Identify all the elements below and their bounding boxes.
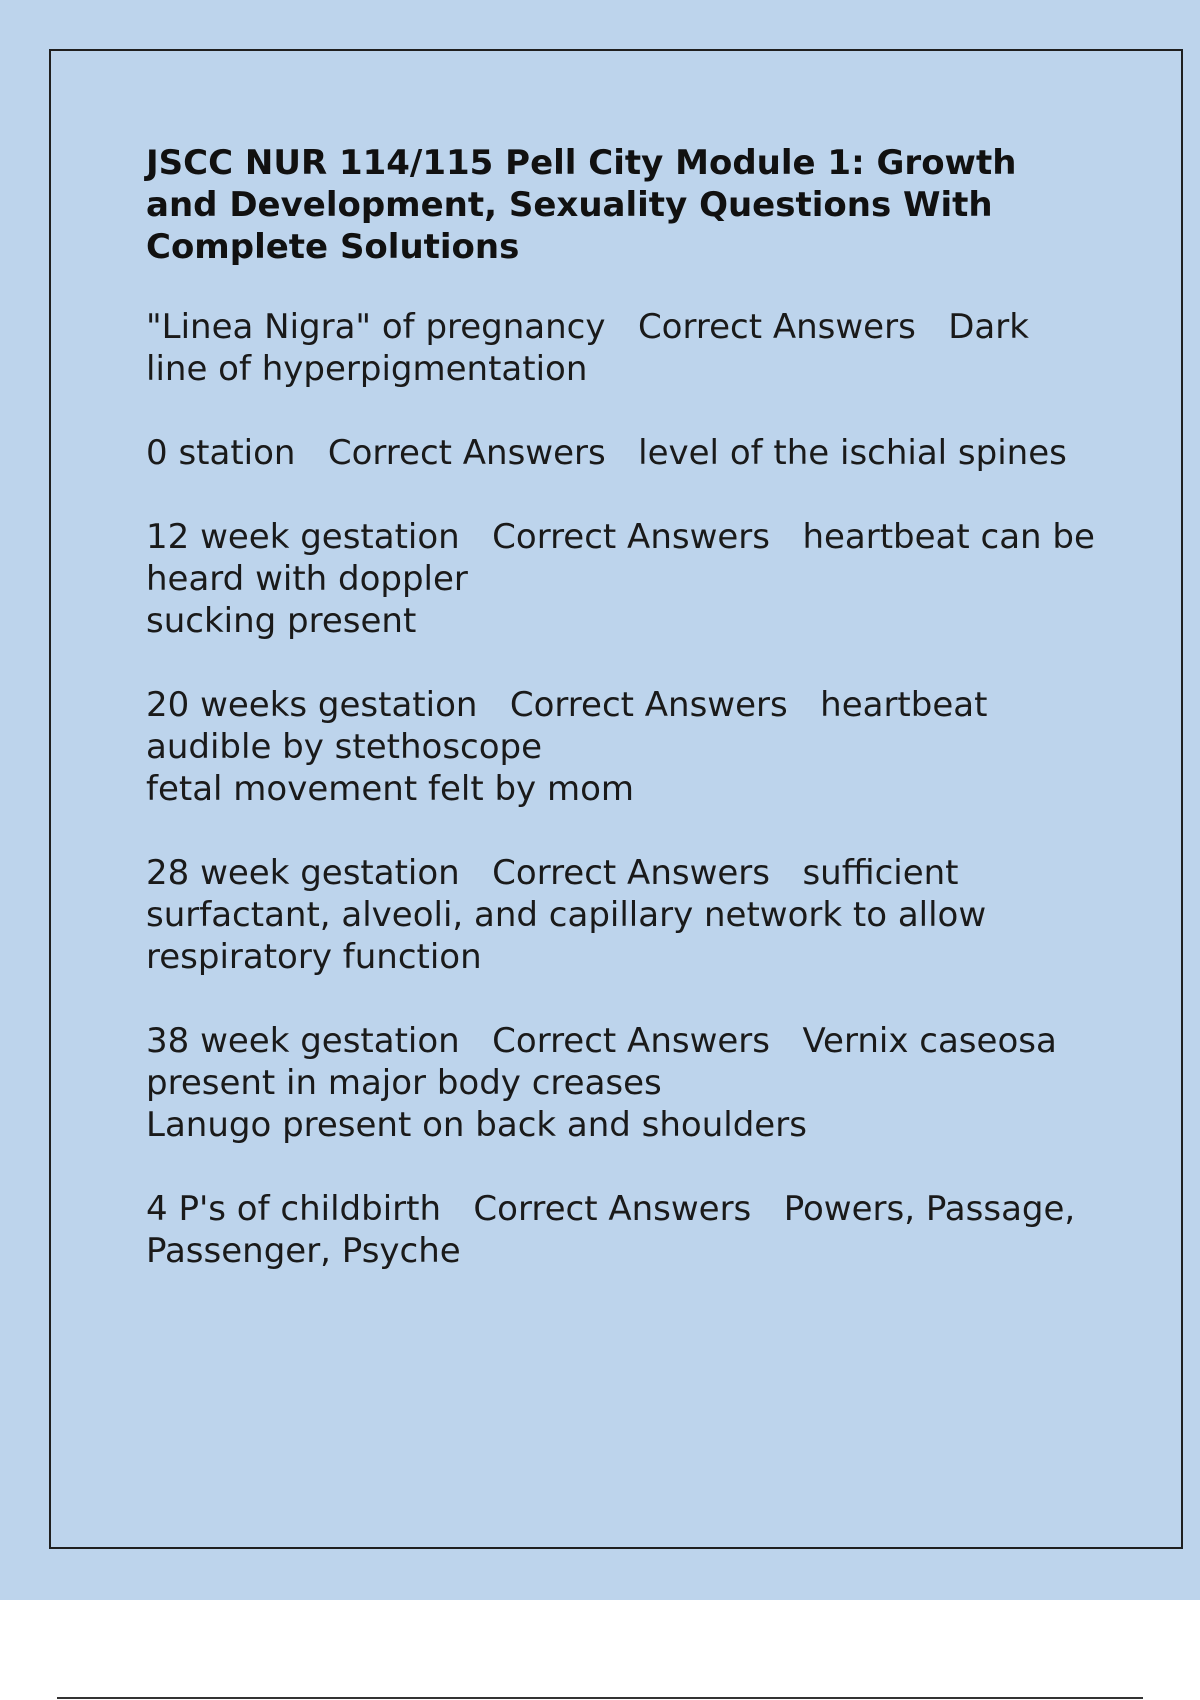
answer-extra-line: sucking present bbox=[146, 601, 417, 641]
qa-item-12-week bbox=[146, 516, 1106, 642]
question-text: 12 week gestation bbox=[146, 517, 482, 557]
document-title: JSCC NUR 114/115 Pell City Module 1: Growth and Development, Sexuality Questions With Complete Solutions bbox=[146, 143, 1017, 267]
answer-separator: Correct Answers bbox=[637, 307, 938, 347]
answer-text: level of the ischial spines bbox=[638, 433, 1067, 473]
qa-item-28-week bbox=[146, 852, 1096, 978]
qa-item-0-station bbox=[146, 432, 1096, 474]
answer-extra-line: fetal movement felt by mom bbox=[146, 769, 635, 809]
answer-separator: Correct Answers bbox=[492, 853, 792, 893]
answer-text: heartbeat can be heard with doppler bbox=[146, 517, 1106, 599]
answer-extra-line: Lanugo present on back and shoulders bbox=[146, 1105, 807, 1145]
answer-text: heartbeat audible by stethoscope bbox=[146, 685, 999, 767]
question-text: 28 week gestation bbox=[146, 853, 482, 893]
answer-text: Dark line of hyperpigmentation bbox=[146, 307, 1040, 389]
answer-separator: Correct Answers bbox=[473, 1189, 773, 1229]
answer-separator: Correct Answers bbox=[492, 1021, 792, 1061]
question-text: 0 station bbox=[146, 433, 318, 473]
document-body bbox=[146, 142, 1106, 1314]
answer-text: Powers, Passage, Passenger, Psyche bbox=[146, 1189, 1087, 1271]
qa-item-38-week bbox=[146, 1020, 1096, 1146]
question-text: 38 week gestation bbox=[146, 1021, 482, 1061]
question-text: 4 P's of childbirth bbox=[146, 1189, 463, 1229]
answer-separator: Correct Answers bbox=[492, 517, 792, 557]
answer-separator: Correct Answers bbox=[327, 433, 628, 473]
qa-item-linea-nigra bbox=[146, 306, 1096, 390]
qa-item-20-weeks bbox=[146, 684, 1096, 810]
footer-rule bbox=[57, 1697, 1143, 1699]
question-text: 20 weeks gestation bbox=[146, 685, 500, 725]
answer-separator: Correct Answers bbox=[509, 685, 810, 725]
answer-text: sufficient surfactant, alveoli, and capillary network to allow respiratory function bbox=[146, 853, 997, 977]
answer-text: Vernix caseosa present in major body creases bbox=[146, 1021, 1068, 1103]
question-text: "Linea Nigra" of pregnancy bbox=[146, 307, 628, 347]
qa-item-4-ps bbox=[146, 1188, 1096, 1272]
